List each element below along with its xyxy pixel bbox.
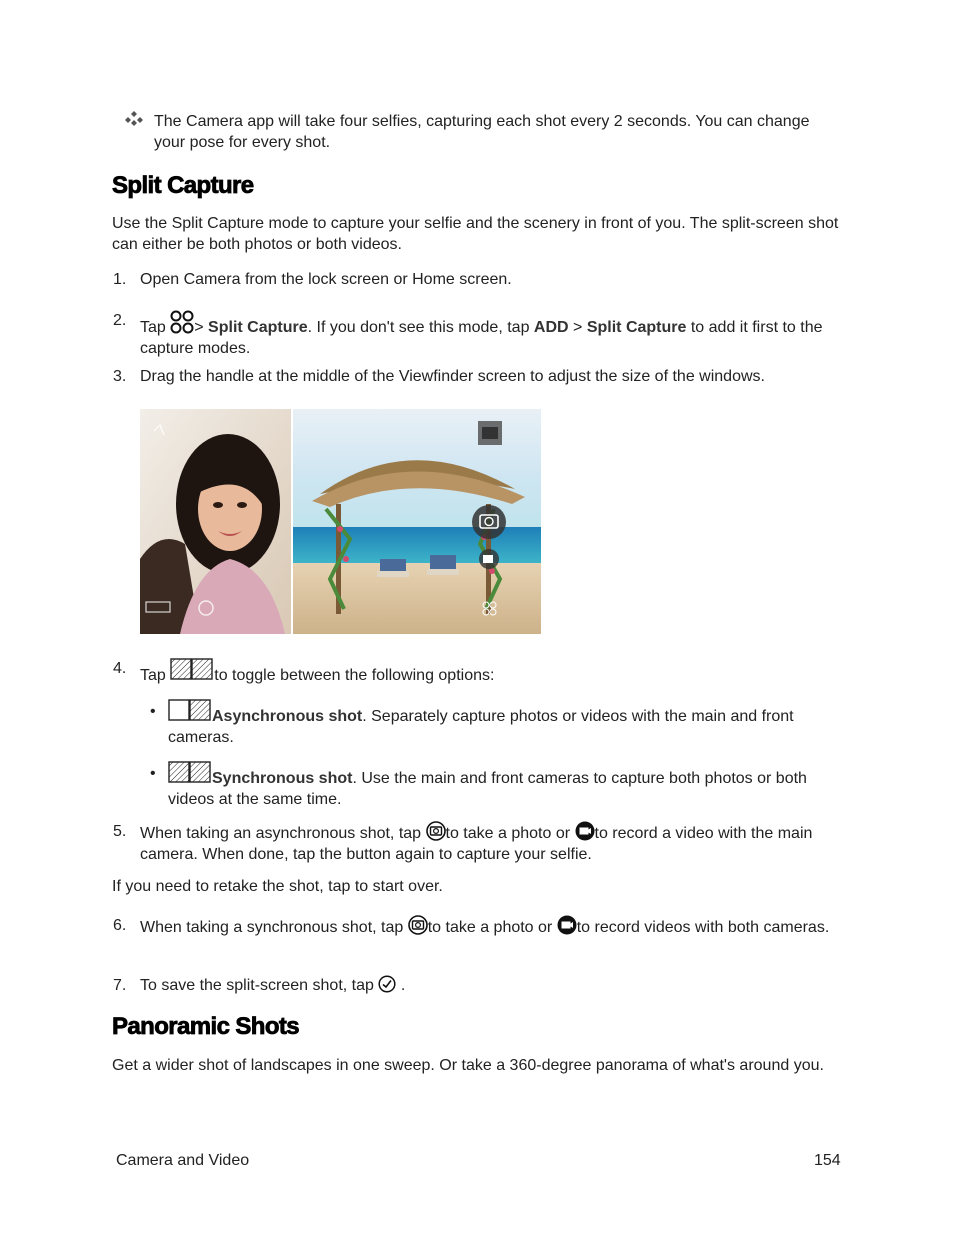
add-label: ADD [533,319,569,336]
step-text: To save the split-screen shot, tap . [140,977,406,994]
step-text: When taking a synchronous shot, tap to take a photo or to record videos with both cameras. [140,915,840,938]
asynchronous-shot-icon [168,699,212,721]
checkmark-circle-icon [378,975,396,993]
footer-page-number: 154 [814,1152,841,1169]
video-record-icon [575,821,595,841]
bullet: • [150,703,156,720]
step-text: Open Camera from the lock screen or Home screen. [140,271,512,288]
tip-text: The Camera app will take four selfies, capturing each shot every 2 seconds. You can change your pose for every shot. [154,113,810,151]
split-capture-label: Split Capture [208,319,308,336]
split-capture-label: Split Capture [586,319,687,336]
step-number: 2. [113,312,127,329]
step-text: Tap > Split Capture. If you don't see this mode, tap ADD > Split Capture to add it first to the capture modes. [140,310,840,359]
step-text: When taking an asynchronous shot, tap to take a photo or to record a video with the main camera. When done, tap the button again to capture your selfie. [140,821,840,865]
capture-modes-icon [170,310,194,334]
retake-note: If you need to retake the shot, tap to start over. [112,878,443,895]
section-heading-split-capture: Split Capture [112,172,254,199]
option-asynchronous: Asynchronous shot. Separately capture photos or videos with the main and front cameras. [168,699,838,748]
section-heading-panoramic-shots: Panoramic Shots [112,1013,300,1040]
camera-shutter-icon [426,821,446,841]
step-number: 4. [113,660,127,677]
synchronous-shot-icon [168,761,212,783]
step-number: 6. [113,917,127,934]
panoramic-intro: Get a wider shot of landscapes in one sweep. Or take a 360-degree panorama of what's around you. [112,1057,824,1074]
step-text: Drag the handle at the middle of the Viewfinder screen to adjust the size of the windows. [140,368,765,385]
camera-shutter-icon [408,915,428,935]
split-capture-intro: Use the Split Capture mode to capture your selfie and the scenery in front of you. The split-screen shot can either be both photos or both videos. [112,215,839,253]
step-number: 5. [113,823,127,840]
four-diamond-icon [124,110,144,130]
option-synchronous: Synchronous shot. Use the main and front cameras to capture both photos or both videos at the same time. [168,761,838,810]
step-number: 7. [113,977,127,994]
split-capture-viewfinder-image [140,409,541,634]
bullet: • [150,765,156,782]
step-number: 3. [113,368,127,385]
video-record-icon [557,915,577,935]
split-toggle-icon [170,658,214,680]
footer-section-name: Camera and Video [116,1152,250,1169]
step-text: Tap to toggle between the following options: [140,658,840,686]
step-number: 1. [113,271,127,288]
